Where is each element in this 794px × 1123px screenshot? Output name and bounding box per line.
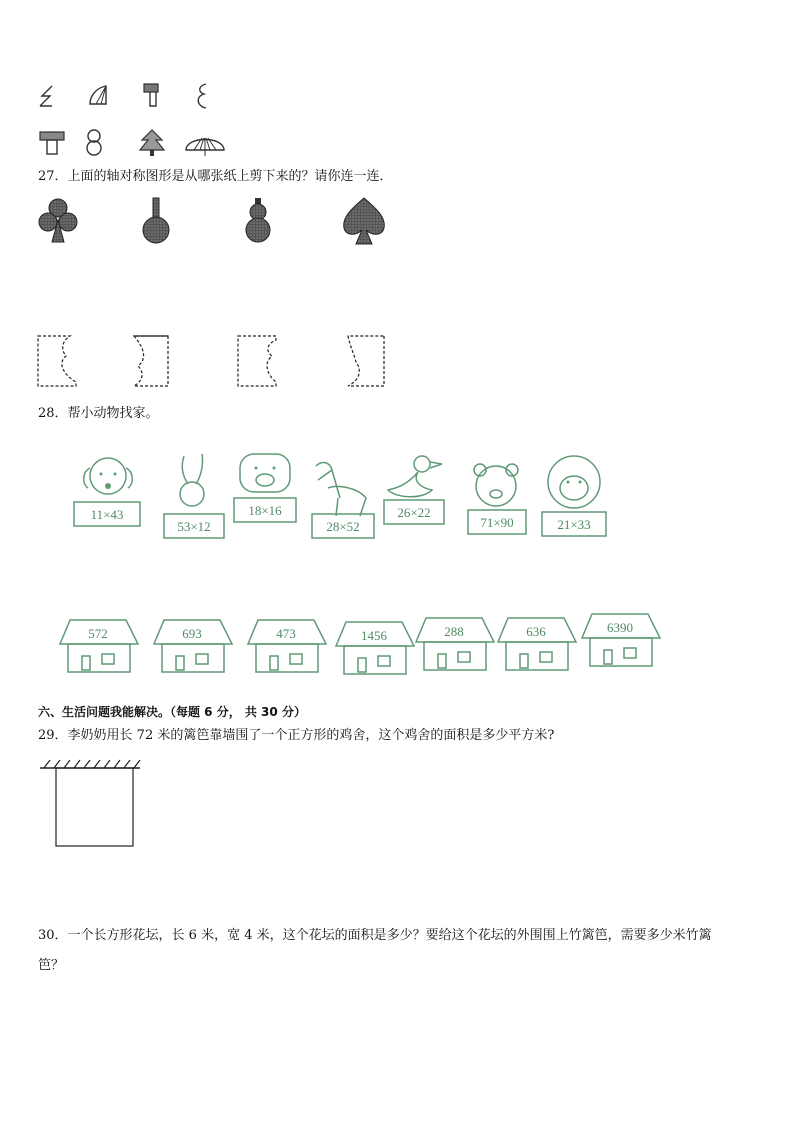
lightning-half-icon bbox=[40, 86, 52, 106]
house-1456 bbox=[336, 622, 414, 674]
mushroom-icon bbox=[40, 132, 64, 154]
house-288 bbox=[416, 618, 494, 670]
wall-hatch bbox=[40, 760, 140, 768]
umbrella-half-icon bbox=[90, 86, 106, 104]
house-number: 572 bbox=[88, 626, 108, 641]
duck-expression: 26×22 bbox=[397, 505, 431, 520]
question-28-text: 28．帮小动物找家。 bbox=[38, 406, 159, 421]
house-693 bbox=[154, 620, 232, 672]
dog-icon bbox=[84, 458, 133, 494]
house-572 bbox=[60, 620, 138, 672]
house-number: 1456 bbox=[361, 628, 387, 643]
paper-4 bbox=[348, 336, 384, 386]
goat-expression: 28×52 bbox=[326, 519, 360, 534]
square-coop bbox=[56, 768, 133, 846]
pig-animal bbox=[234, 454, 296, 522]
house-473 bbox=[248, 620, 326, 672]
goat-icon bbox=[316, 463, 366, 516]
house-number: 473 bbox=[276, 626, 296, 641]
house-6390 bbox=[582, 614, 660, 666]
dog-animal bbox=[74, 458, 140, 526]
bear-icon bbox=[474, 464, 518, 506]
houses-row bbox=[58, 612, 668, 676]
animals-row bbox=[70, 450, 630, 550]
paper-2 bbox=[134, 336, 168, 386]
gourd-icon bbox=[246, 198, 270, 242]
monkey-animal bbox=[542, 456, 606, 536]
monkey-expression: 21×33 bbox=[557, 517, 591, 532]
q27-shapes-row bbox=[36, 198, 396, 248]
house-number: 288 bbox=[444, 624, 464, 639]
pig-icon bbox=[240, 454, 290, 492]
question-30-line-2: 笆？ bbox=[38, 958, 65, 973]
spade-icon bbox=[344, 198, 385, 244]
tree-icon bbox=[140, 130, 164, 156]
rabbit-icon bbox=[180, 454, 204, 506]
house-number: 6390 bbox=[607, 620, 633, 635]
gourd-half-icon bbox=[198, 84, 206, 108]
paper-3 bbox=[238, 336, 276, 386]
house-number: 636 bbox=[526, 624, 546, 639]
duck-icon bbox=[388, 456, 442, 497]
q27-papers-row bbox=[36, 334, 396, 390]
rabbit-animal bbox=[164, 454, 224, 538]
q29-diagram bbox=[40, 758, 150, 850]
pig-expression: 18×16 bbox=[248, 503, 282, 518]
gourd-icon bbox=[87, 130, 101, 155]
dog-expression: 11×43 bbox=[90, 507, 124, 522]
bottom-small-shapes-row bbox=[38, 128, 238, 158]
top-small-shapes-row bbox=[36, 82, 216, 112]
paddle-icon bbox=[143, 198, 169, 243]
monkey-icon bbox=[548, 456, 600, 508]
rabbit-expression: 53×12 bbox=[177, 519, 211, 534]
question-27-text: 27．上面的轴对称图形是从哪张纸上剪下来的？请你连一连． bbox=[38, 169, 393, 184]
goat-animal bbox=[312, 463, 374, 538]
question-30-line-1: 30．一个长方形花坛，长 6 米，宽 4 米，这个花坛的面积是多少？要给这个花坛的外围围上竹篱笆，需要多少米竹篱 bbox=[38, 928, 712, 943]
question-29-text: 29．李奶奶用长 72 米的篱笆靠墙围了一个正方形的鸡舍，这个鸡舍的面积是多少平方米? bbox=[38, 728, 555, 743]
mushroom-half-icon bbox=[144, 84, 158, 106]
house-number: 693 bbox=[182, 626, 202, 641]
house-636 bbox=[498, 618, 576, 670]
duck-animal bbox=[384, 456, 444, 524]
bear-expression: 71×90 bbox=[480, 515, 514, 530]
umbrella-icon bbox=[186, 138, 224, 156]
club-icon bbox=[39, 199, 77, 242]
paper-1 bbox=[38, 336, 76, 386]
bear-animal bbox=[468, 464, 526, 534]
section-6-title: 六、生活问题我能解决。（每题 6 分， 共 30 分） bbox=[38, 705, 306, 719]
